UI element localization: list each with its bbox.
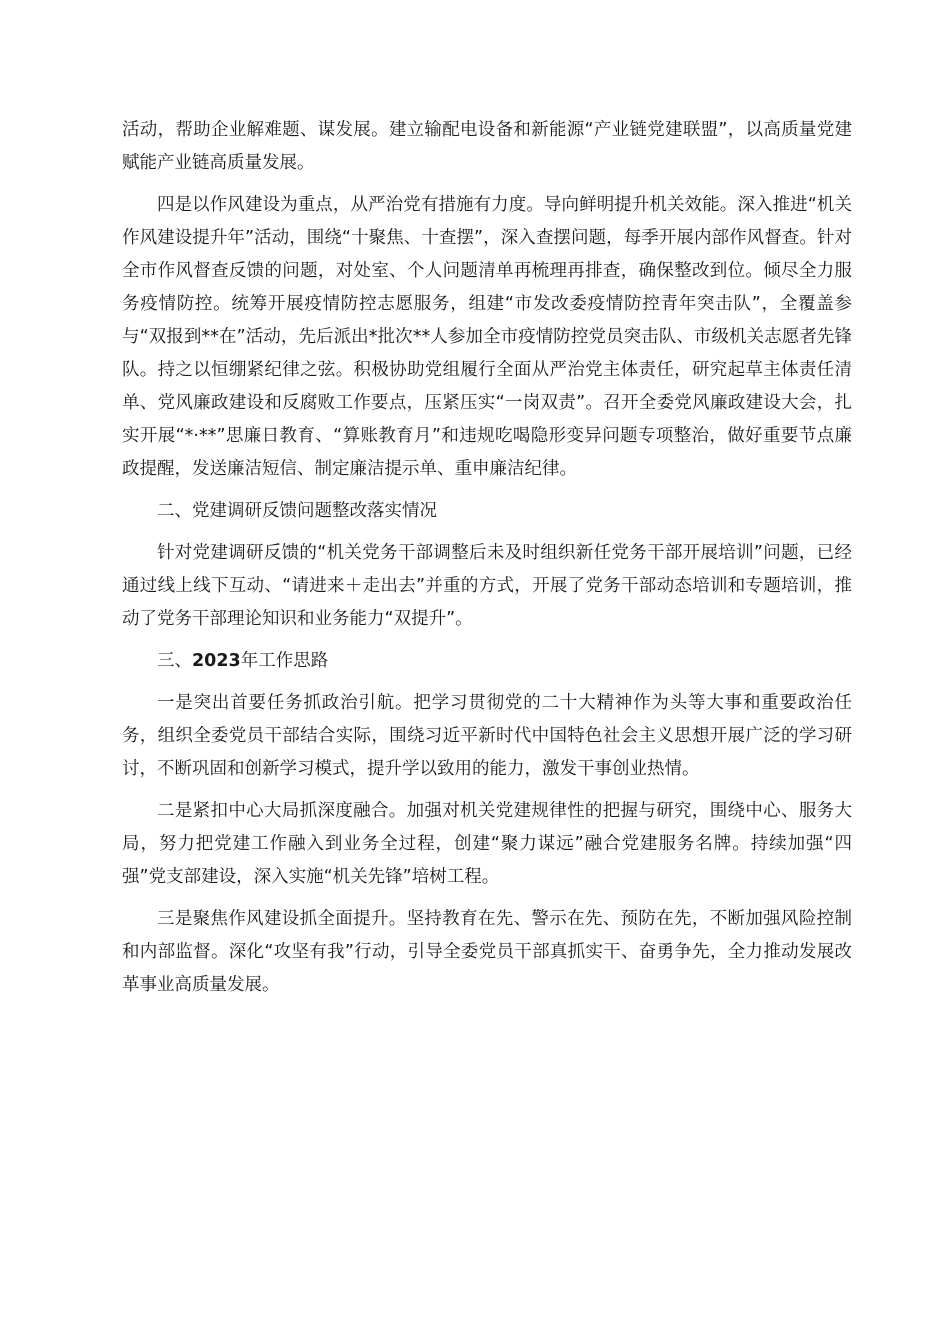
- continuation-paragraph: 活动，帮助企业解难题、谋发展。建立输配电设备和新能源“产业链党建联盟”，以高质量党建赋能产业链高质量发展。: [122, 120, 852, 173]
- section-3-item-1: 一是突出首要任务抓政治引航。把学习贯彻党的二十大精神作为头等大事和重要政治任务，组织全委党员干部结合实际，围绕习近平新时代中国特色社会主义思想开展广泛的学习研讨，不断巩固和创新学习模式，提升学以致用的能力，激发干事创业热情。: [122, 693, 852, 779]
- section-3-heading: [122, 645, 852, 678]
- section-2-body: 针对党建调研反馈的“机关党务干部调整后未及时组织新任党务干部开展培训”问题，已经通过线上线下互动、“请进来＋走出去”并重的方式，开展了党务干部动态培训和专题培训，推动了党务干部理论知识和业务能力“双提升”。: [122, 543, 852, 629]
- section-3-item-2: 二是紧扣中心大局抓深度融合。加强对机关党建规律性的把握与研究，围绕中心、服务大局，努力把党建工作融入到业务全过程，创建“聚力谋远”融合党建服务名牌。持续加强“四强”党支部建设，深入实施“机关先锋”培树工程。: [122, 801, 852, 887]
- section-3-heading-suffix: 年工作思路: [240, 651, 329, 671]
- document-page: [122, 114, 852, 1011]
- section-2-heading: 二、党建调研反馈问题整改落实情况: [157, 501, 437, 521]
- style-building-paragraph: 四是以作风建设为重点，从严治党有措施有力度。导向鲜明提升机关效能。深入推进“机关作风建设提升年”活动，围绕“十聚焦、十查摆”，深入查摆问题，每季开展内部作风督查。针对全市作风督查反馈的问题，对处室、个人问题清单再梳理再排查，确保整改到位。倾尽全力服务疫情防控。统筹开展疫情防控志愿服务，组建“市发改委疫情防控青年突击队”，全覆盖参与“双报到**在”活动，先后派出*批次**人参加全市疫情防控党员突击队、市级机关志愿者先锋队。持之以恒绷紧纪律之弦。积极协助党组履行全面从严治党主体责任，研究起草主体责任清单、党风廉政建设和反腐败工作要点，压紧压实“一岗双责”。召开全委党风廉政建设大会，扎实开展“*·**”思廉日教育、“算账教育月”和违规吃喝隐形变异问题专项整治，做好重要节点廉政提醒，发送廉洁短信、制定廉洁提示单、重申廉洁纪律。: [122, 195, 852, 479]
- section-3-heading-year: 2023: [192, 651, 241, 671]
- section-3-heading-prefix: 三、: [157, 651, 192, 671]
- section-3-item-3: 三是聚焦作风建设抓全面提升。坚持教育在先、警示在先、预防在先，不断加强风险控制和内部监督。深化“攻坚有我”行动，引导全委党员干部真抓实干、奋勇争先，全力推动发展改革事业高质量发展。: [122, 909, 852, 995]
